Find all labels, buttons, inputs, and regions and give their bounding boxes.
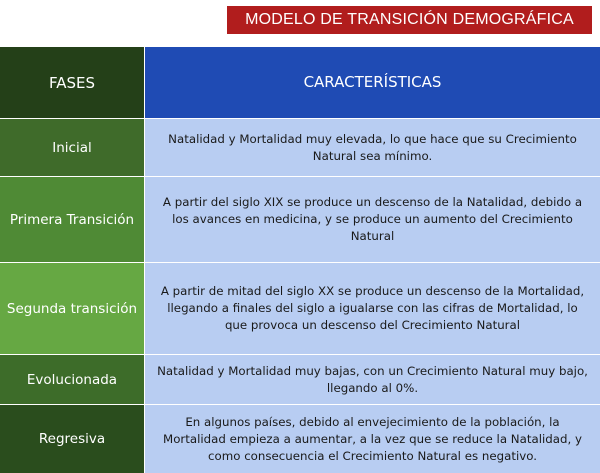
page-title: MODELO DE TRANSICIÓN DEMOGRÁFICA <box>227 6 592 34</box>
table-row <box>0 355 600 405</box>
table-row <box>0 405 600 473</box>
description-cell: Natalidad y Mortalidad muy bajas, con un Crecimiento Natural muy bajo, llegando al 0%. <box>145 355 600 404</box>
table-row <box>0 177 600 263</box>
phase-cell: Primera Transición <box>0 177 145 262</box>
phase-cell: Regresiva <box>0 405 145 473</box>
phase-cell: Evolucionada <box>0 355 145 404</box>
table-row <box>0 263 600 355</box>
demographic-transition-table <box>0 46 600 473</box>
description-cell: Natalidad y Mortalidad muy elevada, lo que hace que su Crecimiento Natural sea mínimo. <box>145 119 600 176</box>
header-phases: FASES <box>0 47 145 118</box>
table-row <box>0 119 600 177</box>
description-cell: A partir de mitad del siglo XX se produce un descenso de la Mortalidad, llegando a finales del siglo a igualarse con las cifras de Mortalidad, lo que provoca un descenso del Crecimiento Natural <box>145 263 600 354</box>
description-cell: A partir del siglo XIX se produce un descenso de la Natalidad, debido a los avances en medicina, y se produce un aumento del Crecimiento Natural <box>145 177 600 262</box>
description-cell: En algunos países, debido al envejecimiento de la población, la Mortalidad empieza a aumentar, a la vez que se reduce la Natalidad, y como consecuencia el Crecimiento Natural es negativo. <box>145 405 600 473</box>
header-characteristics: CARACTERÍSTICAS <box>145 47 600 118</box>
phase-cell: Segunda transición <box>0 263 145 354</box>
phase-cell: Inicial <box>0 119 145 176</box>
table-header-row <box>0 47 600 119</box>
